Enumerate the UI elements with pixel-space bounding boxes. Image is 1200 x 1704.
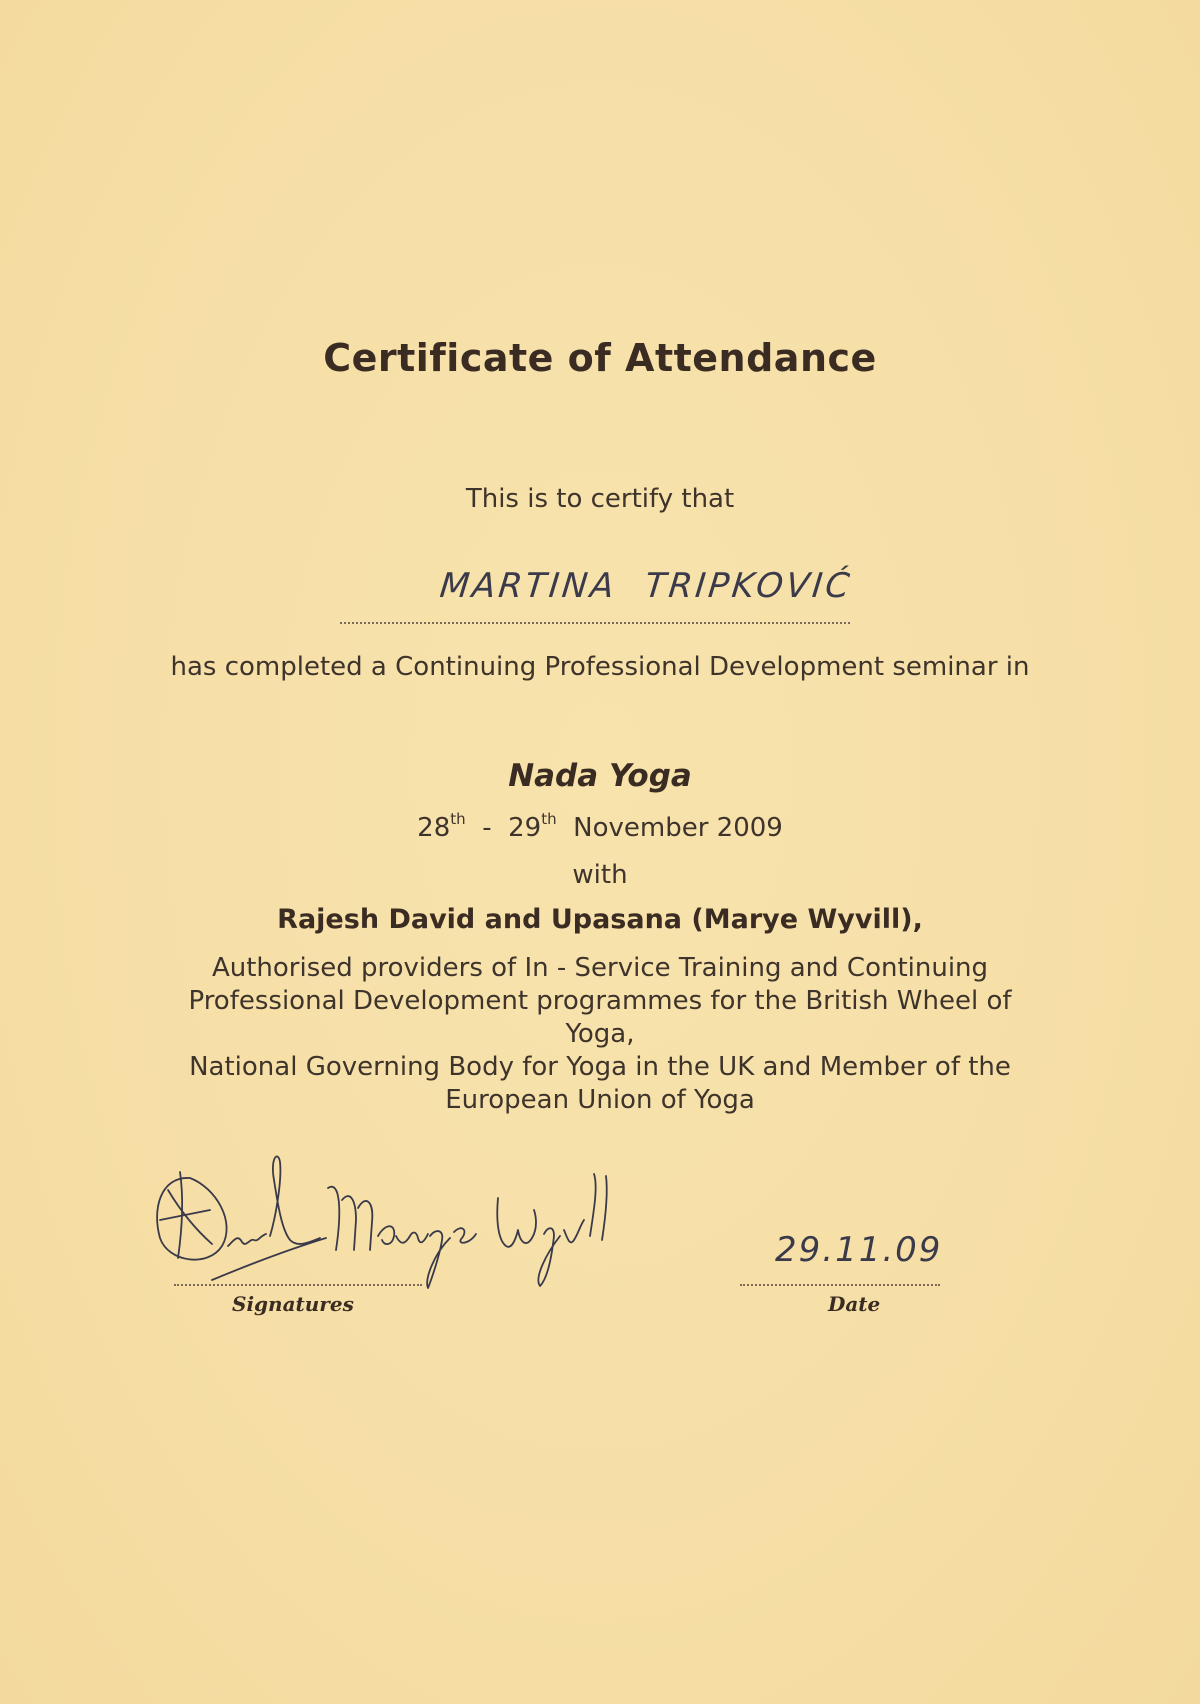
description-line: Authorised providers of In - Service Training and Continuing xyxy=(211,953,989,983)
date-label: Date xyxy=(828,1292,881,1316)
date-start-suffix: th xyxy=(450,810,466,828)
date-block xyxy=(740,1230,943,1320)
name-dotted-line xyxy=(340,622,850,624)
handwritten-date: 29.11.09 xyxy=(775,1230,943,1270)
recipient-first-name: MARTINA xyxy=(437,566,619,606)
description-line: European Union of Yoga xyxy=(445,1085,755,1115)
completion-statement: has completed a Continuing Professional Development seminar in xyxy=(170,652,1030,682)
course-title: Nada Yoga xyxy=(508,758,692,794)
signatures-block xyxy=(150,1150,630,1320)
date-end-day: 29 xyxy=(508,813,542,843)
signatures-label: Signatures xyxy=(232,1292,354,1316)
recipient-last-name: TRIPKOVIĆ xyxy=(642,566,855,606)
description-line: National Governing Body for Yoga in the UK and Member of the xyxy=(189,1052,1011,1082)
seminar-dates xyxy=(0,810,1200,843)
date-start-day: 28 xyxy=(417,813,451,843)
date-month-year: November 2009 xyxy=(573,813,783,843)
recipient-name-field xyxy=(340,566,855,626)
date-separator: - xyxy=(482,813,492,843)
tutor-names: Rajesh David and Upasana (Marye Wyvill), xyxy=(277,904,923,935)
with-text: with xyxy=(572,860,628,890)
date-dotted-line xyxy=(740,1284,940,1286)
signature-dotted-line xyxy=(174,1284,422,1286)
description-line: Professional Development programmes for the British Wheel of Yoga, xyxy=(188,986,1012,1049)
provider-description xyxy=(150,952,1050,1117)
date-end-suffix: th xyxy=(541,810,557,828)
handwritten-signatures xyxy=(150,1150,630,1290)
certificate-title: Certificate of Attendance xyxy=(323,336,877,380)
intro-text: This is to certify that xyxy=(465,484,735,514)
